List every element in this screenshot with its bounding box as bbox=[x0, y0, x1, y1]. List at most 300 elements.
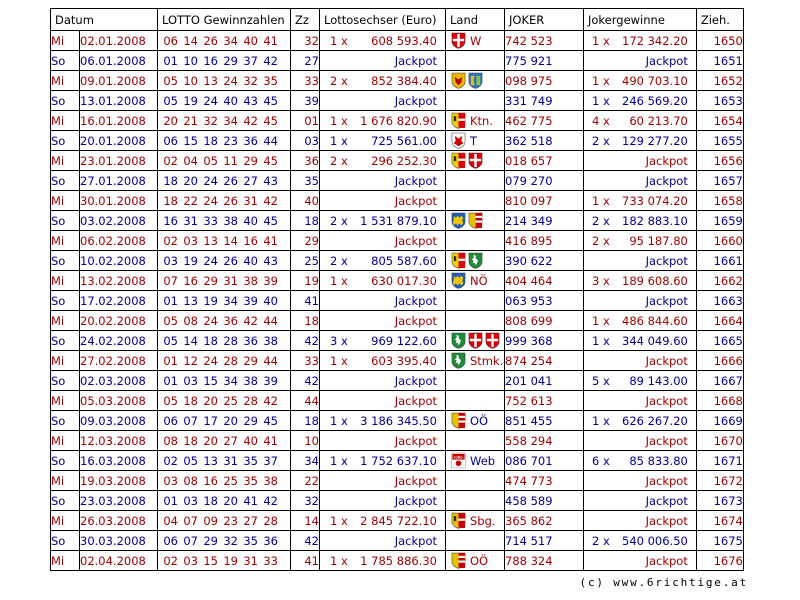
date-cell: 20.02.2008 bbox=[80, 311, 158, 331]
coat-of-arms-wien-icon bbox=[451, 32, 466, 49]
winning-numbers-cell bbox=[158, 431, 291, 451]
ziehung-number-cell: 1675 bbox=[696, 531, 743, 551]
zusatzzahl-cell: 27 bbox=[291, 51, 320, 71]
lotto-number: 08 bbox=[183, 313, 198, 328]
lotto-number: 40 bbox=[223, 93, 238, 108]
lotto-number: 40 bbox=[263, 293, 278, 308]
joker-win-count: 2 x bbox=[592, 213, 610, 228]
lotto-number: 29 bbox=[223, 53, 238, 68]
joker-win-count: 1 x bbox=[592, 333, 610, 348]
lotto-number: 26 bbox=[223, 253, 238, 268]
jokergewinne-cell bbox=[584, 451, 697, 471]
lotto-number: 07 bbox=[183, 513, 198, 528]
winning-numbers-cell bbox=[158, 351, 291, 371]
sechser-count: 2 x bbox=[330, 253, 348, 268]
joker-win-amount: Jackpot bbox=[645, 433, 688, 448]
sechser-amount: 1 785 886.30 bbox=[360, 553, 437, 568]
zusatzzahl-cell: 14 bbox=[291, 511, 320, 531]
ziehung-number-cell: 1651 bbox=[696, 51, 743, 71]
jokergewinne-cell bbox=[584, 51, 697, 71]
jokergewinne-cell bbox=[584, 431, 697, 451]
header-land: Land bbox=[446, 9, 505, 31]
winning-numbers-cell bbox=[158, 131, 291, 151]
coat-of-arms-salzburg_red-icon bbox=[451, 512, 466, 529]
table-row bbox=[51, 211, 744, 231]
lotto-number: 35 bbox=[263, 73, 278, 88]
lottosechser-cell bbox=[320, 91, 446, 111]
sechser-amount: Jackpot bbox=[394, 53, 437, 68]
lotto-number: 43 bbox=[263, 173, 278, 188]
sechser-count: 1 x bbox=[330, 413, 348, 428]
joker-win-amount: Jackpot bbox=[645, 53, 688, 68]
date-cell: 09.03.2008 bbox=[80, 411, 158, 431]
joker-win-amount: 733 074.20 bbox=[622, 193, 688, 208]
sechser-count: 1 x bbox=[330, 273, 348, 288]
date-cell: 09.01.2008 bbox=[80, 71, 158, 91]
lotto-number: 03 bbox=[163, 473, 178, 488]
sechser-amount: Jackpot bbox=[394, 293, 437, 308]
lotto-number: 17 bbox=[203, 413, 218, 428]
joker-cell: 810 097 bbox=[505, 191, 584, 211]
lotto-number: 37 bbox=[263, 453, 278, 468]
weekday-cell: So bbox=[51, 51, 80, 71]
sechser-count: 2 x bbox=[330, 213, 348, 228]
land-cell bbox=[446, 371, 505, 391]
table-row bbox=[51, 251, 744, 271]
lotto-number: 35 bbox=[243, 473, 258, 488]
lottosechser-cell bbox=[320, 151, 446, 171]
lotto-number: 14 bbox=[183, 333, 198, 348]
jokergewinne-cell bbox=[584, 551, 697, 571]
winning-numbers-cell bbox=[158, 51, 291, 71]
sechser-count: 2 x bbox=[330, 73, 348, 88]
joker-win-count: 1 x bbox=[592, 33, 610, 48]
lotto-number: 42 bbox=[263, 53, 278, 68]
jokergewinne-cell bbox=[584, 351, 697, 371]
joker-win-count: 1 x bbox=[592, 413, 610, 428]
jokergewinne-cell bbox=[584, 391, 697, 411]
zusatzzahl-cell: 29 bbox=[291, 231, 320, 251]
lottosechser-cell bbox=[320, 431, 446, 451]
zusatzzahl-cell: 35 bbox=[291, 171, 320, 191]
zusatzzahl-cell: 25 bbox=[291, 251, 320, 271]
lotto-number: 08 bbox=[163, 433, 178, 448]
land-cell bbox=[446, 551, 505, 571]
joker-win-amount: 490 703.10 bbox=[622, 73, 688, 88]
lotto-number: 42 bbox=[263, 493, 278, 508]
lottosechser-cell bbox=[320, 231, 446, 251]
winning-numbers-cell bbox=[158, 411, 291, 431]
table-row bbox=[51, 131, 744, 151]
zusatzzahl-cell: 36 bbox=[291, 151, 320, 171]
sechser-amount: 603 395.40 bbox=[371, 353, 437, 368]
lotto-number: 35 bbox=[243, 453, 258, 468]
weekday-cell: So bbox=[51, 411, 80, 431]
sechser-amount: 852 384.40 bbox=[371, 73, 437, 88]
lotto-number: 29 bbox=[203, 273, 218, 288]
lotto-number: 12 bbox=[183, 353, 198, 368]
winning-numbers-cell bbox=[158, 91, 291, 111]
lotto-number: 35 bbox=[243, 533, 258, 548]
joker-win-amount: Jackpot bbox=[645, 253, 688, 268]
lotto-number: 29 bbox=[243, 153, 258, 168]
lotto-number: 06 bbox=[163, 133, 178, 148]
date-cell: 06.02.2008 bbox=[80, 231, 158, 251]
lotto-number: 42 bbox=[263, 393, 278, 408]
table-row bbox=[51, 291, 744, 311]
date-cell: 10.02.2008 bbox=[80, 251, 158, 271]
joker-win-count: 2 x bbox=[592, 133, 610, 148]
coat-of-arms-burgenland-icon bbox=[451, 72, 466, 89]
ziehung-number-cell: 1673 bbox=[696, 491, 743, 511]
zusatzzahl-cell: 42 bbox=[291, 531, 320, 551]
winning-numbers-cell bbox=[158, 471, 291, 491]
joker-cell: 365 862 bbox=[505, 511, 584, 531]
date-cell: 06.01.2008 bbox=[80, 51, 158, 71]
lotto-number: 03 bbox=[183, 553, 198, 568]
joker-win-count: 6 x bbox=[592, 453, 610, 468]
sechser-amount: 2 845 722.10 bbox=[360, 513, 437, 528]
lottosechser-cell bbox=[320, 451, 446, 471]
lotto-number: 25 bbox=[223, 473, 238, 488]
jokergewinne-cell bbox=[584, 331, 697, 351]
coat-of-arms-steiermark-icon bbox=[451, 332, 466, 349]
lotto-number: 31 bbox=[243, 193, 258, 208]
jokergewinne-cell bbox=[584, 91, 697, 111]
jokergewinne-cell bbox=[584, 531, 697, 551]
land-cell bbox=[446, 411, 505, 431]
weekday-cell: Mi bbox=[51, 31, 80, 51]
date-cell: 16.03.2008 bbox=[80, 451, 158, 471]
winning-numbers-cell bbox=[158, 211, 291, 231]
land-cell bbox=[446, 151, 505, 171]
lotto-number: 33 bbox=[263, 553, 278, 568]
table-row bbox=[51, 451, 744, 471]
lotto-number: 13 bbox=[203, 233, 218, 248]
zusatzzahl-cell: 18 bbox=[291, 311, 320, 331]
land-cell bbox=[446, 231, 505, 251]
lotto-number: 28 bbox=[223, 353, 238, 368]
ziehung-number-cell: 1676 bbox=[696, 551, 743, 571]
coat-of-arms-ooe-icon bbox=[451, 412, 466, 429]
lottosechser-cell bbox=[320, 31, 446, 51]
lotto-number: 38 bbox=[223, 213, 238, 228]
lotto-number: 01 bbox=[163, 373, 178, 388]
coat-of-arms-wien-icon bbox=[468, 332, 483, 349]
jokergewinne-cell bbox=[584, 151, 697, 171]
land-cell bbox=[446, 511, 505, 531]
lotto-number: 01 bbox=[163, 493, 178, 508]
svg-text:lotto: lotto bbox=[454, 454, 463, 460]
lotto-number: 40 bbox=[243, 433, 258, 448]
lotto-number: 37 bbox=[243, 53, 258, 68]
lottosechser-cell bbox=[320, 511, 446, 531]
land-cell bbox=[446, 191, 505, 211]
joker-win-count: 1 x bbox=[592, 193, 610, 208]
land-name: Stmk. bbox=[470, 353, 504, 368]
joker-cell: 214 349 bbox=[505, 211, 584, 231]
lotto-number: 28 bbox=[263, 513, 278, 528]
date-cell: 20.01.2008 bbox=[80, 131, 158, 151]
lotto-number: 05 bbox=[203, 153, 218, 168]
zusatzzahl-cell: 19 bbox=[291, 271, 320, 291]
winning-numbers-cell bbox=[158, 451, 291, 471]
date-cell: 05.03.2008 bbox=[80, 391, 158, 411]
lotto-number: 16 bbox=[203, 473, 218, 488]
land-cell bbox=[446, 211, 505, 231]
winning-numbers-cell bbox=[158, 31, 291, 51]
lotto-number: 05 bbox=[163, 73, 178, 88]
weekday-cell: Mi bbox=[51, 71, 80, 91]
weekday-cell: So bbox=[51, 331, 80, 351]
ziehung-number-cell: 1662 bbox=[696, 271, 743, 291]
header-ziehung: Zieh. bbox=[696, 9, 743, 31]
date-cell: 30.03.2008 bbox=[80, 531, 158, 551]
joker-win-count: 1 x bbox=[592, 93, 610, 108]
coat-of-arms-noe-icon bbox=[451, 212, 466, 229]
winning-numbers-cell bbox=[158, 311, 291, 331]
lotto-number: 32 bbox=[203, 113, 218, 128]
winning-numbers-cell bbox=[158, 531, 291, 551]
lotto-number: 39 bbox=[263, 273, 278, 288]
winning-numbers-cell bbox=[158, 71, 291, 91]
joker-win-amount: Jackpot bbox=[645, 493, 688, 508]
lotto-number: 14 bbox=[183, 33, 198, 48]
table-row bbox=[51, 551, 744, 571]
land-name: Web bbox=[470, 453, 496, 468]
land-cell bbox=[446, 431, 505, 451]
weekday-cell: So bbox=[51, 531, 80, 551]
header-zz: Zz bbox=[291, 9, 320, 31]
lotto-number: 44 bbox=[263, 353, 278, 368]
lotto-number: 24 bbox=[203, 253, 218, 268]
lotto-number: 34 bbox=[223, 293, 238, 308]
land-name: W bbox=[470, 33, 482, 48]
jokergewinne-cell bbox=[584, 191, 697, 211]
weekday-cell: So bbox=[51, 491, 80, 511]
lottosechser-cell bbox=[320, 331, 446, 351]
jokergewinne-cell bbox=[584, 271, 697, 291]
sechser-count: 1 x bbox=[330, 353, 348, 368]
lotto-number: 41 bbox=[263, 433, 278, 448]
winning-numbers-cell bbox=[158, 331, 291, 351]
zusatzzahl-cell: 33 bbox=[291, 351, 320, 371]
lotto-number: 28 bbox=[223, 333, 238, 348]
lotto-number: 23 bbox=[223, 133, 238, 148]
lotto-number: 02 bbox=[163, 453, 178, 468]
lotto-number: 33 bbox=[203, 213, 218, 228]
sechser-amount: Jackpot bbox=[394, 493, 437, 508]
date-cell: 27.01.2008 bbox=[80, 171, 158, 191]
lotto-number: 24 bbox=[203, 93, 218, 108]
weekday-cell: Mi bbox=[51, 551, 80, 571]
lotto-number: 18 bbox=[163, 193, 178, 208]
sechser-amount: Jackpot bbox=[394, 313, 437, 328]
joker-cell: 999 368 bbox=[505, 331, 584, 351]
zusatzzahl-cell: 39 bbox=[291, 91, 320, 111]
lottosechser-cell bbox=[320, 51, 446, 71]
date-cell: 23.01.2008 bbox=[80, 151, 158, 171]
joker-win-amount: Jackpot bbox=[645, 173, 688, 188]
ziehung-number-cell: 1666 bbox=[696, 351, 743, 371]
lottosechser-cell bbox=[320, 531, 446, 551]
sechser-amount: Jackpot bbox=[394, 193, 437, 208]
lotto-number: 26 bbox=[223, 173, 238, 188]
ziehung-number-cell: 1656 bbox=[696, 151, 743, 171]
winning-numbers-cell bbox=[158, 491, 291, 511]
jokergewinne-cell bbox=[584, 251, 697, 271]
jokergewinne-cell bbox=[584, 411, 697, 431]
lotto-number: 04 bbox=[163, 513, 178, 528]
header-gewinnzahlen: LOTTO Gewinnzahlen bbox=[158, 9, 291, 31]
lotto-number: 14 bbox=[223, 233, 238, 248]
header-jokergewinne: Jokergewinne bbox=[584, 9, 697, 31]
lotto-number: 03 bbox=[183, 493, 198, 508]
lotto-number: 03 bbox=[183, 233, 198, 248]
lotto-number: 45 bbox=[263, 113, 278, 128]
weekday-cell: So bbox=[51, 211, 80, 231]
lotto-number: 38 bbox=[243, 373, 258, 388]
lottosechser-cell bbox=[320, 171, 446, 191]
winning-numbers-cell bbox=[158, 391, 291, 411]
land-name: Ktn. bbox=[470, 113, 493, 128]
lottosechser-cell bbox=[320, 371, 446, 391]
sechser-amount: 296 252.30 bbox=[371, 153, 437, 168]
lotto-number: 32 bbox=[223, 533, 238, 548]
ziehung-number-cell: 1652 bbox=[696, 71, 743, 91]
jokergewinne-cell bbox=[584, 311, 697, 331]
lotto-number: 06 bbox=[163, 33, 178, 48]
zusatzzahl-cell: 41 bbox=[291, 551, 320, 571]
weekday-cell: Mi bbox=[51, 191, 80, 211]
ziehung-number-cell: 1668 bbox=[696, 391, 743, 411]
lotto-number: 19 bbox=[223, 553, 238, 568]
lotto-number: 20 bbox=[183, 173, 198, 188]
zusatzzahl-cell: 32 bbox=[291, 491, 320, 511]
table-row bbox=[51, 471, 744, 491]
lotto-number: 39 bbox=[243, 293, 258, 308]
sechser-count: 1 x bbox=[330, 33, 348, 48]
lotto-number: 01 bbox=[163, 353, 178, 368]
sechser-amount: 608 593.40 bbox=[371, 33, 437, 48]
lotto-number: 05 bbox=[163, 393, 178, 408]
winning-numbers-cell bbox=[158, 271, 291, 291]
joker-cell: 018 657 bbox=[505, 151, 584, 171]
lotto-number: 31 bbox=[243, 553, 258, 568]
land-cell bbox=[446, 271, 505, 291]
lotto-number: 24 bbox=[203, 353, 218, 368]
land-cell bbox=[446, 51, 505, 71]
lotto-number: 18 bbox=[183, 393, 198, 408]
weekday-cell: So bbox=[51, 171, 80, 191]
joker-win-amount: 246 569.20 bbox=[622, 93, 688, 108]
weekday-cell: So bbox=[51, 371, 80, 391]
joker-cell: 874 254 bbox=[505, 351, 584, 371]
winning-numbers-cell bbox=[158, 371, 291, 391]
zusatzzahl-cell: 42 bbox=[291, 331, 320, 351]
jokergewinne-cell bbox=[584, 71, 697, 91]
sechser-count: 1 x bbox=[330, 513, 348, 528]
lotto-number: 45 bbox=[263, 213, 278, 228]
lotto-number: 10 bbox=[183, 53, 198, 68]
date-cell: 02.03.2008 bbox=[80, 371, 158, 391]
lotto-number: 05 bbox=[163, 313, 178, 328]
sechser-amount: Jackpot bbox=[394, 173, 437, 188]
coat-of-arms-kaernten-icon bbox=[451, 252, 466, 269]
joker-cell: 808 699 bbox=[505, 311, 584, 331]
lotto-number: 31 bbox=[223, 453, 238, 468]
lottosechser-cell bbox=[320, 391, 446, 411]
zusatzzahl-cell: 34 bbox=[291, 451, 320, 471]
weekday-cell: Mi bbox=[51, 391, 80, 411]
lottosechser-cell bbox=[320, 111, 446, 131]
land-cell bbox=[446, 471, 505, 491]
table-row bbox=[51, 531, 744, 551]
lotto-number: 13 bbox=[203, 453, 218, 468]
winning-numbers-cell bbox=[158, 111, 291, 131]
lotto-number: 16 bbox=[163, 213, 178, 228]
lotto-number: 27 bbox=[223, 433, 238, 448]
table-row bbox=[51, 491, 744, 511]
joker-win-amount: 344 049.60 bbox=[622, 333, 688, 348]
lotto-number: 38 bbox=[263, 473, 278, 488]
lotto-number: 45 bbox=[263, 93, 278, 108]
jokergewinne-cell bbox=[584, 131, 697, 151]
ziehung-number-cell: 1664 bbox=[696, 311, 743, 331]
lotto-number: 24 bbox=[223, 73, 238, 88]
table-row bbox=[51, 71, 744, 91]
joker-win-amount: 626 267.20 bbox=[622, 413, 688, 428]
table-row bbox=[51, 191, 744, 211]
table-row bbox=[51, 231, 744, 251]
table-row bbox=[51, 351, 744, 371]
lotto-number: 29 bbox=[243, 353, 258, 368]
lotto-number: 02 bbox=[163, 553, 178, 568]
lotto-number: 41 bbox=[263, 33, 278, 48]
land-cell bbox=[446, 331, 505, 351]
joker-win-amount: 486 844.60 bbox=[622, 313, 688, 328]
zusatzzahl-cell: 40 bbox=[291, 191, 320, 211]
joker-cell: 086 701 bbox=[505, 451, 584, 471]
date-cell: 03.02.2008 bbox=[80, 211, 158, 231]
weekday-cell: So bbox=[51, 131, 80, 151]
zusatzzahl-cell: 18 bbox=[291, 411, 320, 431]
lotto-number: 44 bbox=[263, 313, 278, 328]
lotto-number: 42 bbox=[263, 193, 278, 208]
joker-win-amount: 89 143.00 bbox=[629, 373, 688, 388]
lotto-number: 18 bbox=[203, 333, 218, 348]
sechser-amount: Jackpot bbox=[394, 373, 437, 388]
land-cell bbox=[446, 171, 505, 191]
weekday-cell: Mi bbox=[51, 471, 80, 491]
joker-cell: 775 921 bbox=[505, 51, 584, 71]
joker-cell: 742 523 bbox=[505, 31, 584, 51]
joker-win-amount: Jackpot bbox=[645, 353, 688, 368]
land-cell bbox=[446, 391, 505, 411]
date-cell: 19.03.2008 bbox=[80, 471, 158, 491]
joker-win-amount: 540 006.50 bbox=[622, 533, 688, 548]
weekday-cell: So bbox=[51, 451, 80, 471]
sechser-count: 1 x bbox=[330, 113, 348, 128]
sechser-count: 1 x bbox=[330, 553, 348, 568]
zusatzzahl-cell: 33 bbox=[291, 71, 320, 91]
lotto-number: 15 bbox=[203, 373, 218, 388]
joker-win-amount: Jackpot bbox=[645, 553, 688, 568]
winning-numbers-cell bbox=[158, 291, 291, 311]
table-row bbox=[51, 431, 744, 451]
ziehung-number-cell: 1671 bbox=[696, 451, 743, 471]
joker-win-amount: Jackpot bbox=[645, 393, 688, 408]
